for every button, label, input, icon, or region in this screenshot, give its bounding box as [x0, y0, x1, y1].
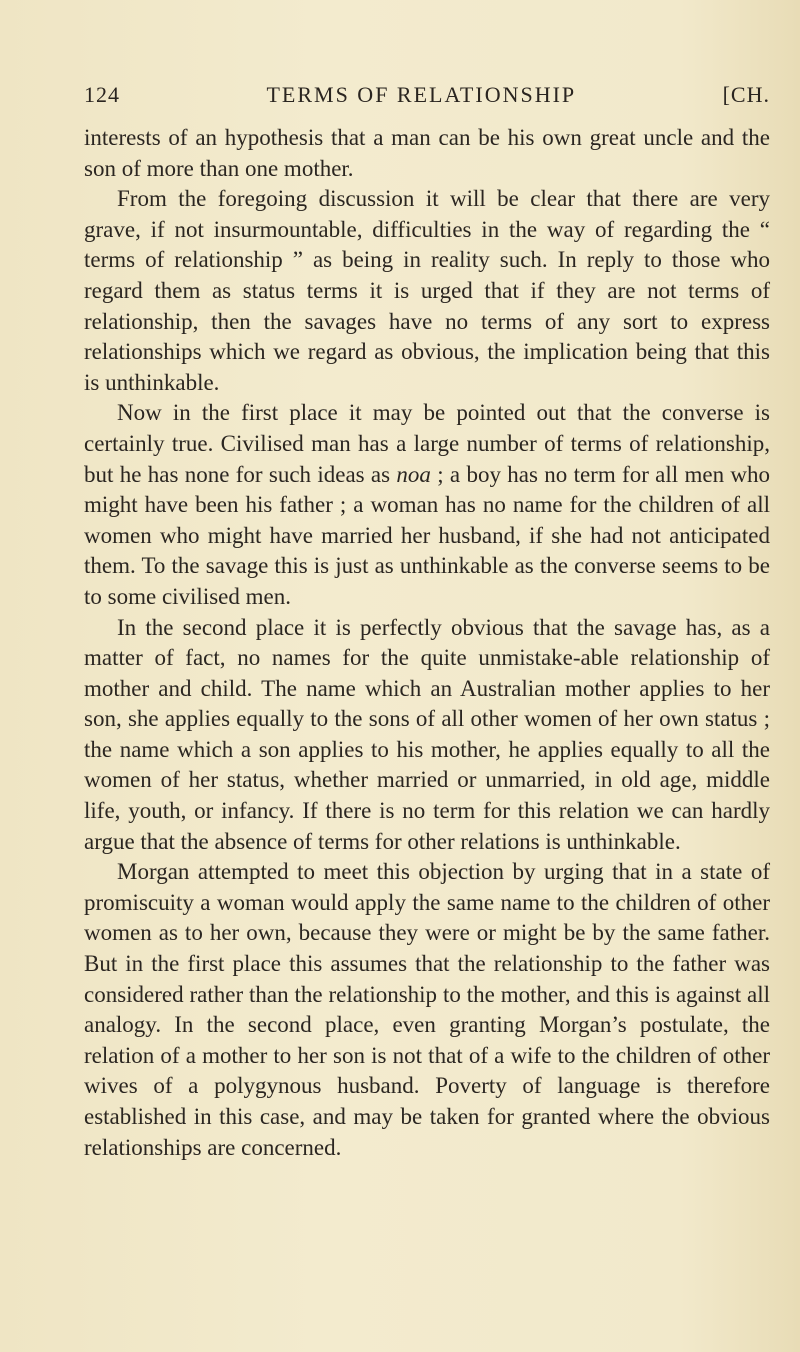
paragraph	[84, 123, 770, 184]
page-number: 124	[84, 82, 120, 107]
text-run: In the second place it is perfectly obvious that the savage has, as a matter of fact, no names for the quite unmistake-able relationship of mother and child. The name which an Australian mother applies to her son, she applies equally to the sons of all other women of her own status ; the name which a son applies to his mother, he applies equally to all the women of her status, whether married or unmarried, in old age, middle life, youth, or infancy. If there is no term for this relation we can hardly argue that the absence of terms for other relations is unthinkable.	[84, 614, 770, 854]
text-run: Morgan attempted to meet this objection by urging that in a state of promiscuity a woman would apply the same name to the children of other women as to her own, because they were or might be by the same father. But in the first place this assumes that the relationship to the father was considered rather than the relationship to the mother, and this is against all analogy. In the second place, even granting Morgan’s postulate, the relation of a mother to her son is not that of a wife to the children of other wives of a polygynous husband. Poverty of language is therefore established in this case, and may be taken for granted where the obvious relationships are concerned.	[84, 859, 770, 1160]
text-run: From the foregoing discussion it will be clear that there are very grave, if not insurmountable, difficulties in the way of regarding the “ terms of relationship ” as being in reality such. In reply to those who regard them as status terms it is urged that if they are not terms of relationship, then the savages have no terms of any sort to express relationships which we regard as obvious, the implication being that this is unthinkable.	[84, 186, 770, 395]
paragraph	[84, 184, 770, 398]
text-run: interests of an hypothesis that a man can be his own great uncle and the son of more than one mother.	[84, 125, 770, 181]
running-title: TERMS OF RELATIONSHIP	[266, 82, 577, 107]
paragraph	[84, 613, 770, 858]
paragraph	[84, 398, 770, 612]
chapter-marker: [CH.	[722, 82, 770, 107]
body-text	[84, 123, 770, 1163]
text-run: Now in the first place it may be pointed out that the converse is certainly true. Civilised man has a large number of terms of relationship, but he has none for such ideas as	[84, 400, 770, 487]
text-run: ; a boy has no term for all men who might have been his father ; a woman has no name for the children of all women who might have married her husband, if she had not anticipated them. To the savage this is just as unthinkable as the converse seems to be to some civilised men.	[84, 461, 770, 609]
italic-term: noa	[396, 461, 431, 487]
running-head	[84, 82, 770, 108]
paragraph	[84, 857, 770, 1163]
